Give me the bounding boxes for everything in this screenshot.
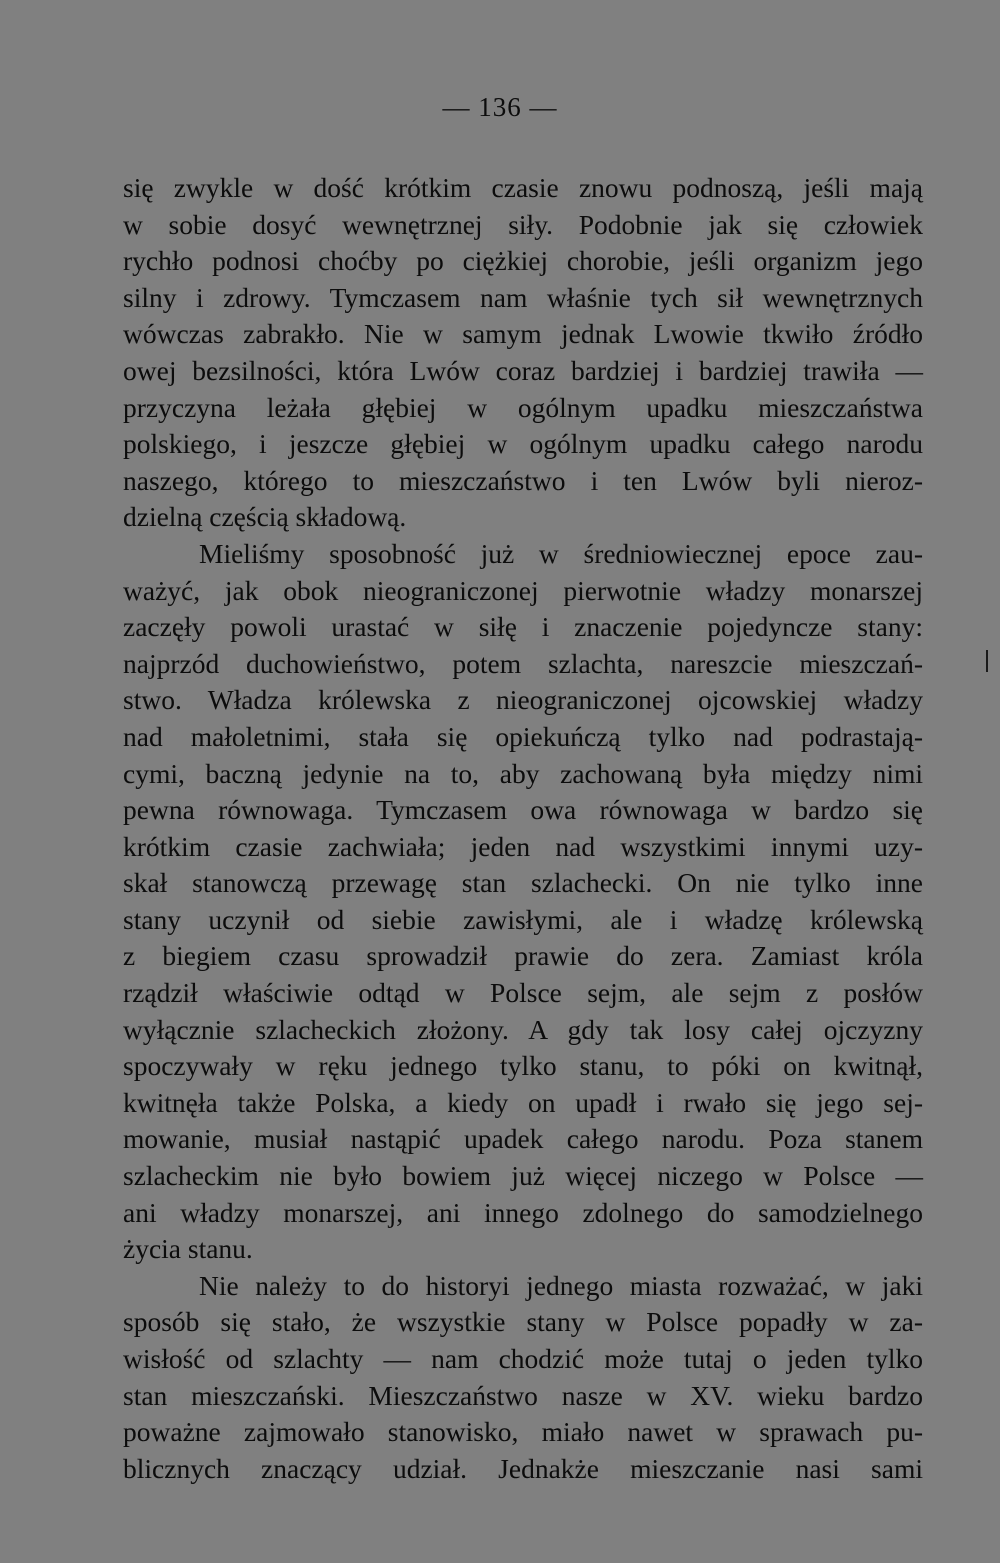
text-line: dzielną częścią składową. (123, 501, 407, 533)
text-line: przyczyna leżała głębiej w ogólnym upadku mieszczaństwa (123, 391, 923, 423)
text-line: sposób się stało, że wszystkie stany w Polsce popadły w za- (123, 1306, 923, 1338)
text-line: szlacheckim nie było bowiem już więcej niczego w Polsce — (123, 1160, 923, 1192)
text-line: Mieliśmy sposobność już w średniowiecznej epoce zau- (199, 537, 923, 569)
text-line: naszego, którego to mieszczaństwo i ten Lwów byli nieroz- (123, 464, 923, 496)
text-line: w sobie dosyć wewnętrznej siły. Podobnie jak się człowiek (123, 208, 923, 240)
text-line: Nie należy to do historyi jednego miasta rozważać, w jaki (199, 1269, 923, 1301)
text-line: rządził właściwie odtąd w Polsce sejm, ale sejm z posłów (123, 977, 923, 1009)
page-number: — 136 — (442, 92, 558, 122)
text-line: poważne zajmowało stanowisko, miało nawet w sprawach pu- (123, 1416, 923, 1448)
text-line: wówczas zabrakło. Nie w samym jednak Lwowie tkwiło źródło (123, 318, 923, 350)
text-line: polskiego, i jeszcze głębiej w ogólnym upadku całego narodu (123, 428, 923, 460)
margin-mark (986, 650, 988, 672)
text-line: skał stanowczą przewagę stan szlachecki. On nie tylko inne (123, 867, 923, 899)
text-line: pewna równowaga. Tymczasem owa równowaga w bardzo się (123, 794, 923, 826)
text-line: się zwykle w dość krótkim czasie znowu podnoszą, jeśli mają (123, 172, 923, 203)
text-line: krótkim czasie zachwiała; jeden nad wszystkimi innymi uzy- (123, 830, 923, 862)
text-line: stan mieszczański. Mieszczaństwo nasze w XV. wieku bardzo (123, 1379, 923, 1411)
text-line: ani władzy monarszej, ani innego zdolnego do samodzielnego (123, 1196, 923, 1228)
text-line: wisłość od szlachty — nam chodzić może tutaj o jeden tylko (123, 1343, 923, 1374)
text-line: wyłącznie szlacheckich złożony. A gdy tak losy całej ojczyzny (123, 1013, 923, 1045)
text-line: z biegiem czasu sprowadził prawie do zera. Zamiast króla (123, 940, 923, 972)
text-line: blicznych znaczący udział. Jednakże mieszczanie nasi sami (123, 1452, 923, 1484)
text-line: ważyć, jak obok nieograniczonej pierwotnie władzy monarszej (123, 574, 923, 606)
text-line: spoczywały w ręku jednego tylko stanu, to póki on kwitnął, (123, 1050, 923, 1082)
text-line: życia stanu. (123, 1233, 253, 1265)
text-line: kwitnęła także Polska, a kiedy on upadł i rwało się jego sej- (123, 1086, 923, 1118)
text-line: stany uczynił od siebie zawisłymi, ale i władzę królewską (123, 903, 923, 935)
text-line: silny i zdrowy. Tymczasem nam właśnie tych sił wewnętrznych (123, 281, 923, 313)
text-line: mowanie, musiał nastąpić upadek całego narodu. Poza stanem (123, 1123, 923, 1155)
text-line: cymi, baczną jedynie na to, aby zachowaną była między nimi (123, 757, 923, 789)
text-line: rychło podnosi choćby po ciężkiej chorobie, jeśli organizm jego (123, 245, 923, 277)
text-line: nad małoletnimi, stała się opiekuńczą tylko nad podrastają- (123, 720, 923, 752)
text-line: owej bezsilności, która Lwów coraz bardziej i bardziej trawiła — (123, 354, 923, 386)
text-line: zaczęły powoli urastać w siłę i znaczenie pojedyncze stany: (123, 611, 923, 643)
body-text (123, 170, 923, 1487)
text-line: stwo. Władza królewska z nieograniczonej ojcowskiej władzy (123, 684, 923, 716)
text-line: najprzód duchowieństwo, potem szlachta, nareszcie mieszczań- (123, 647, 923, 679)
